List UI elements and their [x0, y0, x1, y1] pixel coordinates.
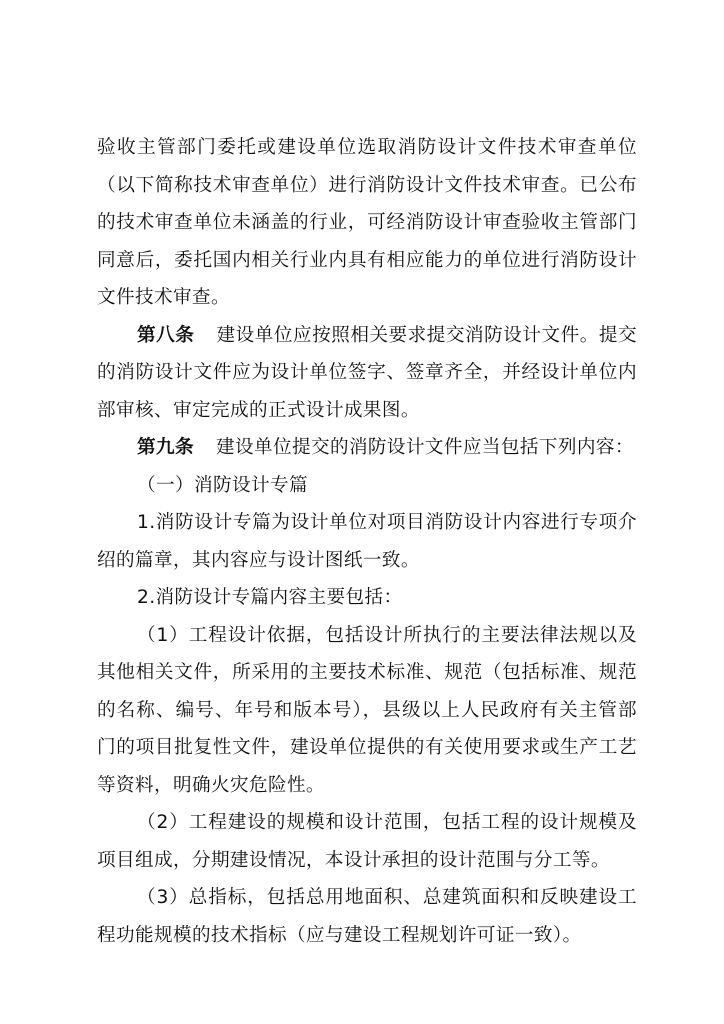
sub-item-2 — [97, 804, 637, 879]
article-heading: 第九条 — [137, 437, 194, 458]
paragraph-article-9 — [97, 429, 637, 467]
paragraph-text: 1.消防设计专篇为设计单位对项目消防设计内容进行专项介绍的篇章，其内容应与设计图纸一致。 — [97, 512, 637, 571]
paragraph-text: 验收主管部门委托或建设单位选取消防设计文件技术审查单位（以下简称技术审查单位）进行消防设计文件技术审查。已公布的技术审查单位未涵盖的行业，可经消防设计审查验收主管部门同意后，委托国内相关行业内具有相应能力的单位进行消防设计文件技术审查。 — [97, 137, 637, 308]
paragraph-text: 2.消防设计专篇内容主要包括： — [137, 587, 403, 608]
paragraph-text: （2）工程建设的规模和设计范围，包括工程的设计规模及项目组成，分期建设情况，本设计承担的设计范围与分工等。 — [97, 812, 637, 871]
sub-item-1 — [97, 617, 637, 805]
paragraph-text: （3）总指标，包括总用地面积、总建筑面积和反映建设工程功能规模的技术指标（应与建设工程规划许可证一致）。 — [97, 887, 637, 946]
paragraph-text: 建设单位提交的消防设计文件应当包括下列内容： — [215, 437, 634, 458]
article-heading: 第八条 — [137, 324, 195, 346]
paragraph-continuation — [97, 129, 637, 317]
paragraph-text: 建设单位应按照相关要求提交消防设计文件。提交的消防设计文件应为设计单位签字、签章齐全，并经设计单位内部审核、审定完成的正式设计成果图。 — [97, 324, 637, 421]
list-item-2 — [97, 579, 637, 617]
paragraph-text: （一）消防设计专篇 — [137, 474, 308, 496]
list-item-1 — [97, 504, 637, 579]
paragraph-article-8 — [97, 317, 637, 430]
sub-item-3 — [97, 879, 637, 954]
document-body — [97, 129, 637, 954]
section-heading — [97, 467, 637, 505]
paragraph-text: （1）工程设计依据，包括设计所执行的主要法律法规以及其他相关文件，所采用的主要技术标准、规范（包括标准、规范的名称、编号、年号和版本号），县级以上人民政府有关主管部门的项目批复性文件，建设单位提供的有关使用要求或生产工艺等资料，明确火灾危险性。 — [97, 624, 637, 796]
